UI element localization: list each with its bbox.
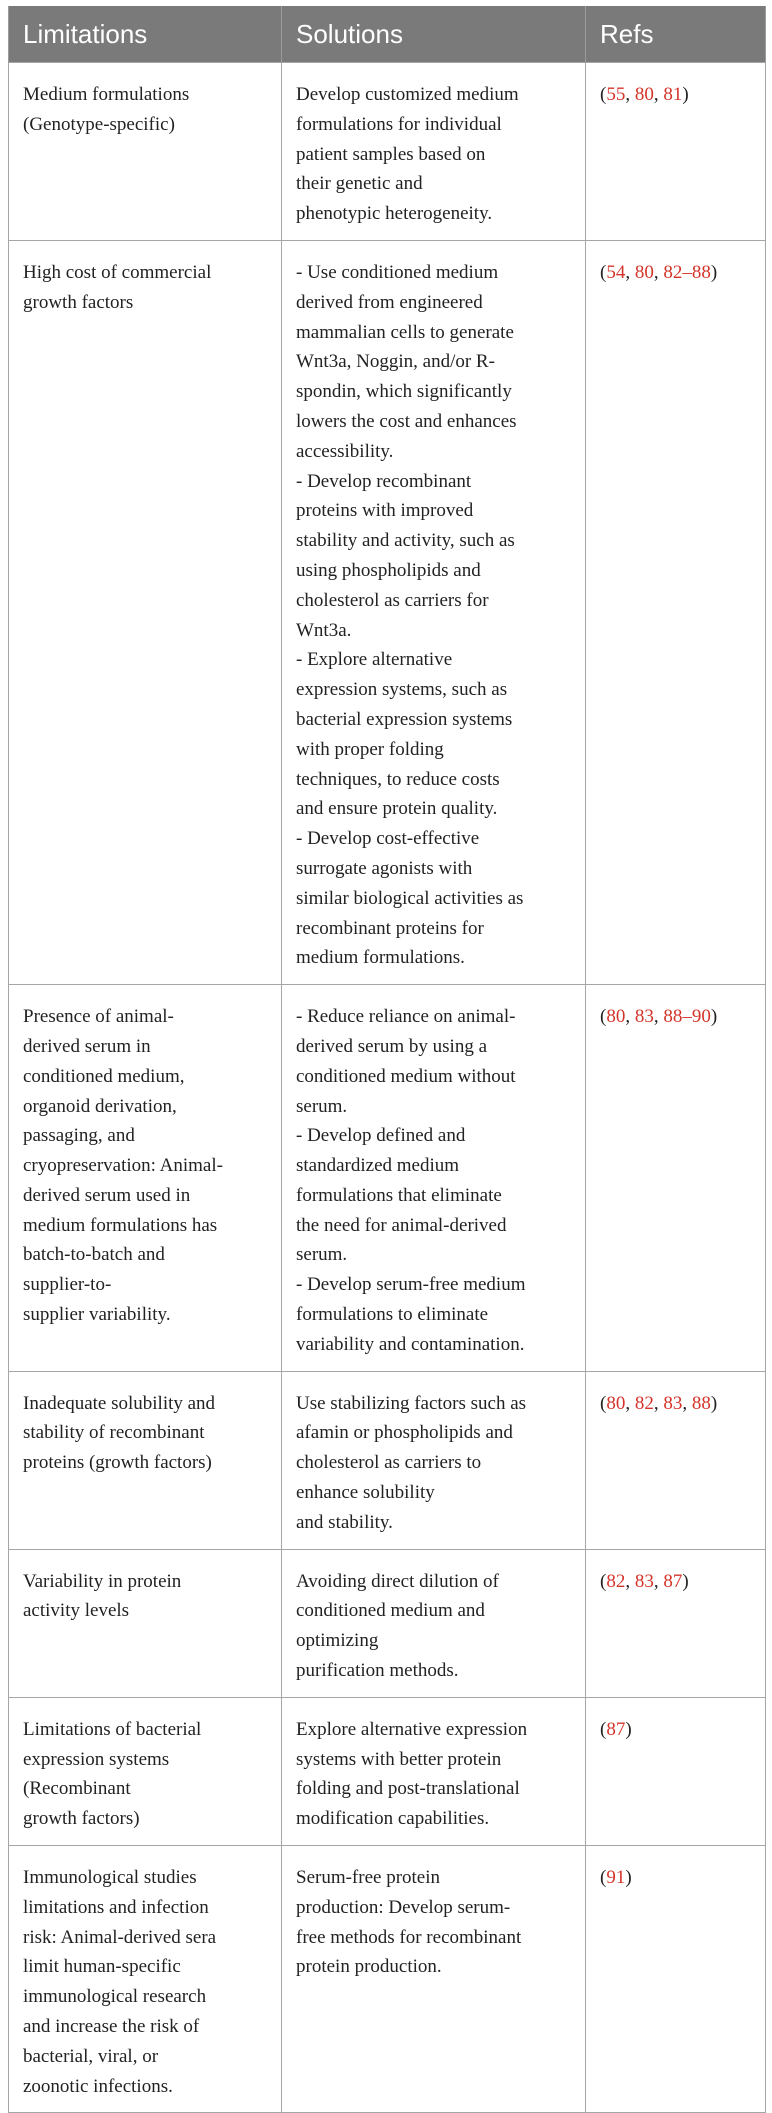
reference-link[interactable]: 54 [606, 261, 626, 283]
table-row [9, 1549, 766, 1697]
reference-link[interactable]: 87 [663, 1570, 683, 1592]
solution-cell: Develop customized medium formulations for individual patient samples based on their genetic and phenotypic heterogeneity. [282, 63, 586, 241]
refs-cell [586, 1697, 766, 1845]
refs-cell [586, 1371, 766, 1549]
table-row [9, 1371, 766, 1549]
reference-link[interactable]: 80 [634, 84, 654, 105]
refs-cell [586, 240, 766, 984]
reference-punctuation: ( [600, 1718, 607, 1740]
reference-punctuation: ) [710, 1006, 718, 1028]
limitation-cell: Presence of animal- derived serum in conditioned medium, organoid derivation, passaging, and cryopreservation: Animal- derived serum used in medium formulations has batch-to-batch and supplier-to- supplier variability. [9, 985, 282, 1372]
table-row [9, 1846, 766, 2113]
solution-cell: Explore alternative expression systems with better protein folding and post-translational modification capabilities. [282, 1697, 586, 1845]
reference-link[interactable]: 82 [606, 1570, 626, 1592]
reference-punctuation: ( [600, 261, 607, 283]
refs-cell [586, 63, 766, 241]
solution-cell: Serum-free protein production: Develop serum- free methods for recombinant protein production. [282, 1846, 586, 2113]
reference-link[interactable]: 82–88 [663, 261, 711, 283]
header-row [9, 6, 766, 63]
refs-cell [586, 1549, 766, 1697]
reference-punctuation: ( [600, 1570, 607, 1592]
reference-punctuation: , [625, 261, 635, 283]
table-row [9, 1697, 766, 1845]
reference-link[interactable]: 80 [606, 1392, 626, 1414]
limitation-cell: High cost of commercial growth factors [9, 240, 282, 984]
reference-punctuation: , [653, 261, 664, 283]
header-solutions: Solutions [282, 6, 586, 63]
header-refs: Refs [586, 6, 766, 63]
reference-punctuation: , [625, 1392, 635, 1414]
reference-punctuation: , [653, 1392, 664, 1414]
reference-punctuation: , [653, 1570, 664, 1592]
table-row [9, 63, 766, 241]
reference-punctuation: ) [682, 1570, 689, 1592]
limitation-cell: Limitations of bacterial expression systems (Recombinant growth factors) [9, 1697, 282, 1845]
reference-link[interactable]: 80 [606, 1006, 626, 1028]
refs-cell [586, 1846, 766, 2113]
table-header [9, 6, 766, 63]
reference-link[interactable]: 87 [606, 1718, 626, 1740]
reference-link[interactable]: 83 [634, 1570, 654, 1592]
reference-punctuation: ) [710, 1392, 718, 1414]
reference-punctuation: , [625, 1006, 635, 1028]
reference-punctuation: , [625, 84, 635, 105]
reference-link[interactable]: 55 [606, 84, 626, 105]
reference-link[interactable]: 88 [691, 1392, 711, 1414]
reference-punctuation: ) [682, 84, 689, 105]
limitations-solutions-table [8, 6, 766, 2113]
table-row [9, 985, 766, 1372]
solution-cell: - Reduce reliance on animal- derived serum by using a conditioned medium without serum. - Develop defined and standardized medium formulations that eliminate the need for animal-derived serum. - Develop serum-free medium formulations to eliminate variability and contamination. [282, 985, 586, 1372]
reference-link[interactable]: 80 [634, 261, 654, 283]
reference-punctuation: , [682, 1392, 692, 1414]
solution-cell: Use stabilizing factors such as afamin or phospholipids and cholesterol as carriers to enhance solubility and stability. [282, 1371, 586, 1549]
header-limitations: Limitations [9, 6, 282, 63]
reference-punctuation: ( [600, 1006, 607, 1028]
reference-punctuation: , [653, 84, 664, 105]
solution-cell: Avoiding direct dilution of conditioned medium and optimizing purification methods. [282, 1549, 586, 1697]
limitation-cell: Inadequate solubility and stability of recombinant proteins (growth factors) [9, 1371, 282, 1549]
reference-punctuation: ( [600, 1392, 607, 1414]
solution-cell: - Use conditioned medium derived from engineered mammalian cells to generate Wnt3a, Noggin, and/or R- spondin, which significantly lowers the cost and enhances accessibility. - Develop recombinant proteins with improved stability and activity, such as using phospholipids and cholesterol as carriers for Wnt3a. - Explore alternative expression systems, such as bacterial expression systems with proper folding techniques, to reduce costs and ensure protein quality. - Develop cost-effective surrogate agonists with similar biological activities as recombinant proteins for medium formulations. [282, 240, 586, 984]
table-row [9, 240, 766, 984]
limitation-cell: Immunological studies limitations and infection risk: Animal-derived sera limit human-specific immunological research and increase the risk of bacterial, viral, or zoonotic infections. [9, 1846, 282, 2113]
reference-link[interactable]: 83 [634, 1006, 654, 1028]
limitation-cell: Medium formulations (Genotype-specific) [9, 63, 282, 241]
reference-punctuation: ( [600, 1867, 607, 1889]
reference-punctuation: ) [625, 1867, 632, 1889]
reference-link[interactable]: 81 [663, 84, 683, 105]
refs-cell [586, 985, 766, 1372]
reference-link[interactable]: 82 [634, 1392, 654, 1414]
reference-link[interactable]: 88–90 [663, 1006, 711, 1028]
reference-link[interactable]: 83 [663, 1392, 683, 1414]
reference-punctuation: ) [625, 1718, 632, 1740]
limitation-cell: Variability in protein activity levels [9, 1549, 282, 1697]
table-body [9, 63, 766, 2113]
reference-link[interactable]: 91 [606, 1867, 626, 1889]
reference-punctuation: , [625, 1570, 635, 1592]
reference-punctuation: ( [600, 84, 607, 105]
reference-punctuation: ) [710, 261, 718, 283]
reference-punctuation: , [653, 1006, 664, 1028]
